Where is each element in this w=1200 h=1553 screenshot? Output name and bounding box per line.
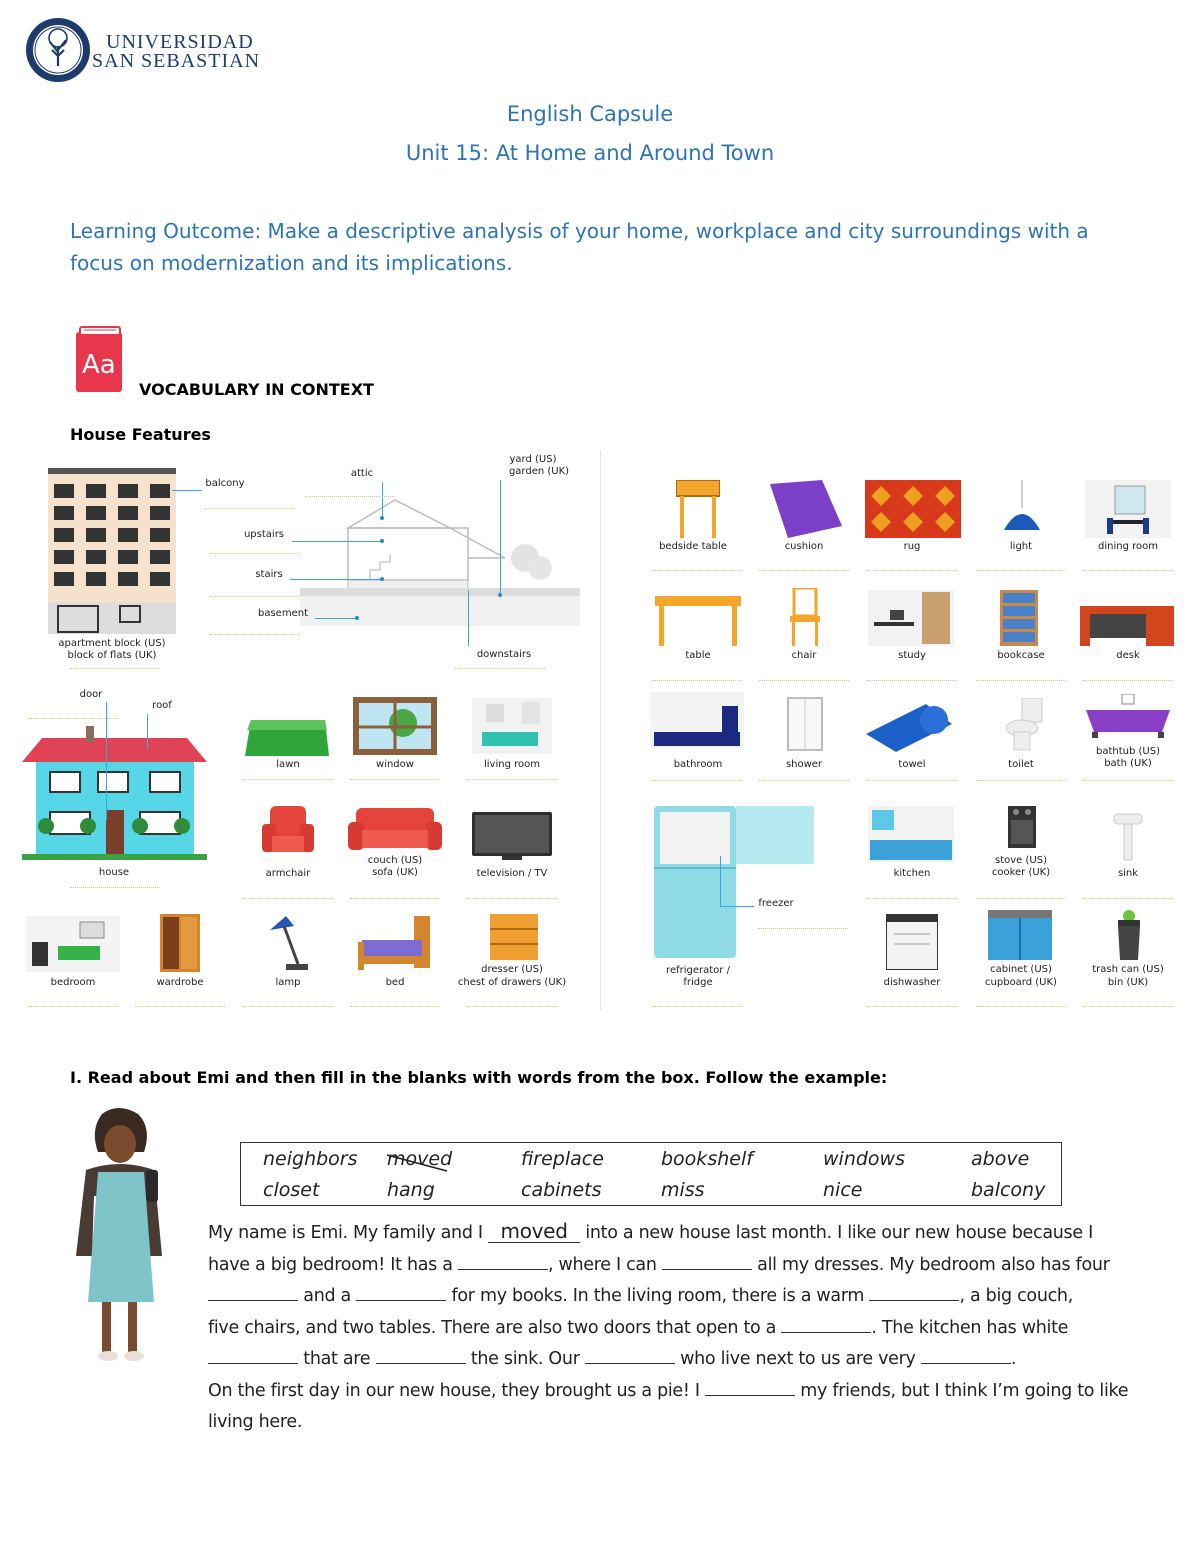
answer-line	[70, 668, 160, 669]
fill-in-blank[interactable]	[869, 1286, 959, 1301]
logo-line-2: SAN SEBASTIAN	[92, 50, 261, 72]
word-bank-item-crossed: moved	[387, 1148, 453, 1170]
label-lawn: lawn	[276, 759, 300, 770]
emi-paragraph	[208, 1218, 1148, 1439]
label-table: table	[685, 650, 711, 661]
fill-in-blank[interactable]	[921, 1349, 1011, 1364]
label-bedroom: bedroom	[50, 977, 96, 988]
page-subtitle: Unit 15: At Home and Around Town	[405, 141, 775, 165]
label-rug: rug	[903, 541, 921, 552]
answer-line	[467, 779, 557, 780]
fill-in-blank[interactable]	[376, 1349, 466, 1364]
label-refrigerator-1: refrigerator /	[666, 965, 730, 976]
exercise-instruction: I. Read about Emi and then fill in the blanks with words from the box. Follow the example:	[70, 1068, 888, 1087]
answer-line	[455, 668, 545, 669]
toilet-illustration	[1004, 698, 1044, 752]
university-seal-icon	[24, 16, 92, 84]
light-illustration	[1000, 480, 1044, 532]
emi-illustration	[62, 1106, 182, 1368]
fill-in-blank[interactable]	[781, 1318, 871, 1333]
strikethrough-mark	[385, 1151, 449, 1173]
answer-line	[210, 596, 300, 597]
logo-line-1: UNIVERSIDAD	[106, 31, 254, 53]
answer-line	[1083, 898, 1173, 899]
vocabulary-book-icon	[74, 326, 124, 394]
label-yard-1: yard (US)	[509, 454, 557, 465]
label-desk: desk	[1116, 650, 1140, 661]
door-pointer-line	[106, 702, 107, 820]
armchair-illustration	[262, 806, 314, 860]
answer-line	[652, 1006, 742, 1007]
word-bank-item: above	[971, 1148, 1030, 1170]
label-cabinet-2: cupboard (UK)	[985, 977, 1057, 988]
word-bank-item: windows	[823, 1148, 905, 1170]
answer-line	[467, 898, 557, 899]
label-wardrobe: wardrobe	[156, 977, 204, 988]
trash-can-illustration	[1116, 910, 1142, 960]
answer-line	[1083, 570, 1173, 571]
answer-line	[28, 718, 118, 719]
answer-line	[243, 1006, 333, 1007]
answer-line	[867, 898, 957, 899]
paragraph-line: My name is Emi. My family and I moved into a new house last month. I like our new house because I	[208, 1219, 1093, 1243]
answer-line	[243, 779, 333, 780]
learning-outcome-line-1: Learning Outcome: Make a descriptive analysis of your home, workplace and city surroundings with a	[70, 219, 1089, 243]
label-chair: chair	[791, 650, 817, 661]
refrigerator-illustration	[654, 806, 816, 958]
label-light: light	[1009, 541, 1033, 552]
answer-line	[652, 570, 742, 571]
label-apartment-block-2: block of flats (UK)	[67, 650, 157, 661]
label-roof: roof	[152, 700, 172, 711]
word-bank-item: fireplace	[521, 1148, 604, 1170]
answer-line	[976, 780, 1066, 781]
answer-line	[350, 1006, 440, 1007]
label-bathroom: bathroom	[673, 759, 723, 770]
label-bathtub-1: bathtub (US)	[1096, 746, 1160, 757]
answer-line	[243, 898, 333, 899]
answer-line	[135, 1006, 225, 1007]
house-features-heading: House Features	[70, 425, 211, 444]
answer-line	[28, 1006, 118, 1007]
attic-pointer-line	[382, 482, 383, 518]
label-attic: attic	[350, 468, 374, 479]
answer-line	[210, 634, 300, 635]
label-stairs: stairs	[255, 569, 283, 580]
bedside-table-illustration	[676, 480, 720, 538]
label-towel: towel	[898, 759, 926, 770]
towel-illustration	[866, 704, 952, 752]
fill-in-blank[interactable]	[705, 1381, 795, 1396]
answer-line	[976, 1006, 1066, 1007]
word-bank-item: miss	[661, 1179, 705, 1201]
label-study: study	[898, 650, 926, 661]
fill-in-blank[interactable]	[208, 1286, 298, 1301]
label-couch-2: sofa (UK)	[372, 867, 418, 878]
sink-illustration	[1112, 806, 1144, 862]
basement-pointer-dot	[355, 616, 359, 620]
upstairs-pointer-dot	[380, 539, 384, 543]
label-living-room: living room	[484, 759, 540, 770]
fill-in-blank[interactable]	[356, 1286, 446, 1301]
upstairs-pointer-line	[292, 541, 382, 542]
label-trash-can-2: bin (UK)	[1107, 977, 1149, 988]
word-bank-item: bookshelf	[661, 1148, 753, 1170]
living-room-illustration	[472, 698, 552, 754]
attic-pointer-dot	[380, 516, 384, 520]
answer-line	[1083, 680, 1173, 681]
panel-divider	[600, 450, 601, 1010]
house-illustration	[22, 726, 207, 862]
answer-line	[652, 680, 742, 681]
bathroom-illustration	[650, 692, 744, 748]
vocabulary-icon-text: Aa	[82, 350, 116, 380]
apartment-block-illustration	[48, 468, 176, 634]
answer-line	[652, 780, 742, 781]
label-television: television / TV	[476, 868, 548, 879]
word-bank-item: nice	[823, 1179, 863, 1201]
lamp-illustration	[270, 916, 310, 972]
label-trash-can-1: trash can (US)	[1092, 964, 1164, 975]
answer-line	[1083, 1006, 1173, 1007]
answer-line	[467, 1006, 557, 1007]
answer-line	[305, 496, 395, 497]
label-house: house	[98, 867, 130, 878]
house-cross-section-illustration	[300, 470, 580, 635]
dishwasher-illustration	[886, 914, 938, 970]
example-answer: moved	[488, 1220, 580, 1243]
paragraph-line: On the first day in our new house, they brought us a pie! I my friends, but I think I’m going to like	[208, 1380, 1129, 1401]
stairs-pointer-dot	[380, 577, 384, 581]
label-downstairs: downstairs	[476, 649, 532, 660]
roof-pointer-line	[147, 714, 148, 750]
label-basement: basement	[258, 608, 308, 619]
label-balcony: balcony	[205, 478, 245, 489]
label-bookcase: bookcase	[997, 650, 1045, 661]
cushion-illustration	[766, 480, 844, 538]
label-door: door	[79, 689, 103, 700]
label-freezer: freezer	[758, 898, 794, 909]
paragraph-line: have a big bedroom! It has a , where I can all my dresses. My bedroom also has four	[208, 1254, 1110, 1275]
desk-illustration	[1080, 606, 1174, 646]
label-stove-2: cooker (UK)	[991, 867, 1051, 878]
label-toilet: toilet	[1008, 759, 1034, 770]
label-armchair: armchair	[265, 868, 311, 879]
television-illustration	[472, 812, 552, 862]
kitchen-illustration	[868, 806, 954, 862]
answer-line	[210, 553, 300, 554]
lawn-illustration	[245, 720, 329, 756]
label-lamp: lamp	[275, 977, 301, 988]
label-bedside-table: bedside table	[659, 541, 727, 552]
word-bank-item: neighbors	[263, 1148, 358, 1170]
dresser-illustration	[490, 914, 538, 960]
window-illustration	[353, 697, 437, 755]
label-cushion: cushion	[784, 541, 824, 552]
yard-pointer-dot	[498, 593, 502, 597]
learning-outcome-line-2: focus on modernization and its implications.	[70, 251, 513, 275]
rug-illustration	[865, 480, 961, 538]
word-box	[240, 1142, 1062, 1206]
bookcase-illustration	[1000, 590, 1038, 646]
label-kitchen: kitchen	[893, 868, 931, 879]
word-bank-item: hang	[387, 1179, 435, 1201]
answer-line	[758, 928, 848, 929]
label-stove-1: stove (US)	[995, 855, 1047, 866]
word-bank-item: balcony	[971, 1179, 1046, 1201]
yard-pointer-line	[500, 480, 501, 595]
study-illustration	[868, 590, 954, 646]
answer-line	[70, 887, 160, 888]
paragraph-line: and a for my books. In the living room, there is a warm , a big couch,	[208, 1281, 1148, 1313]
couch-illustration	[348, 808, 442, 854]
label-dishwasher: dishwasher	[883, 977, 941, 988]
label-window: window	[376, 759, 414, 770]
label-apartment-block-1: apartment block (US)	[58, 638, 166, 649]
paragraph-line: five chairs, and two tables. There are also two doors that open to a . The kitchen has white	[208, 1317, 1069, 1338]
table-illustration	[655, 596, 741, 646]
answer-line	[976, 680, 1066, 681]
chair-illustration	[790, 588, 820, 646]
label-refrigerator-2: fridge	[683, 977, 713, 988]
shower-illustration	[786, 696, 824, 752]
answer-line	[867, 570, 957, 571]
answer-line	[867, 1006, 957, 1007]
bedroom-illustration	[26, 916, 120, 972]
page-title: English Capsule	[506, 102, 674, 126]
answer-line	[976, 570, 1066, 571]
answer-line	[350, 779, 440, 780]
word-bank-item: closet	[263, 1179, 320, 1201]
university-logo	[24, 16, 264, 86]
fill-in-blank[interactable]	[458, 1255, 548, 1270]
label-dresser-2: chest of drawers (UK)	[457, 977, 567, 988]
wardrobe-illustration	[160, 914, 200, 972]
paragraph-line: living here.	[208, 1412, 303, 1432]
answer-line	[759, 680, 849, 681]
label-couch-1: couch (US)	[367, 855, 423, 866]
label-upstairs: upstairs	[243, 529, 285, 540]
word-bank-item: cabinets	[521, 1179, 602, 1201]
paragraph-line: that are the sink. Our who live next to us are very .	[208, 1344, 1148, 1376]
label-dresser-1: dresser (US)	[481, 964, 543, 975]
answer-line	[350, 898, 440, 899]
fill-in-blank[interactable]	[585, 1349, 675, 1364]
answer-line	[1083, 780, 1173, 781]
label-shower: shower	[785, 759, 823, 770]
vocabulary-heading: VOCABULARY IN CONTEXT	[139, 380, 374, 399]
bed-illustration	[358, 916, 434, 972]
label-cabinet-1: cabinet (US)	[990, 964, 1052, 975]
fill-in-blank[interactable]	[208, 1349, 298, 1364]
answer-line	[976, 898, 1066, 899]
dining-room-illustration	[1085, 480, 1171, 538]
answer-line	[759, 570, 849, 571]
label-sink: sink	[1117, 868, 1139, 879]
answer-line	[867, 680, 957, 681]
label-bathtub-2: bath (UK)	[1104, 758, 1152, 769]
label-yard-2: garden (UK)	[508, 466, 570, 477]
bathtub-illustration	[1086, 694, 1170, 738]
answer-line	[759, 780, 849, 781]
balcony-pointer-line	[172, 490, 202, 491]
fill-in-blank[interactable]	[662, 1255, 752, 1270]
stove-illustration	[1008, 806, 1036, 848]
downstairs-pointer-line	[468, 590, 469, 646]
answer-line	[867, 780, 957, 781]
answer-line	[205, 508, 295, 509]
cabinet-illustration	[988, 910, 1052, 960]
label-bed: bed	[385, 977, 405, 988]
label-dining-room: dining room	[1098, 541, 1158, 552]
